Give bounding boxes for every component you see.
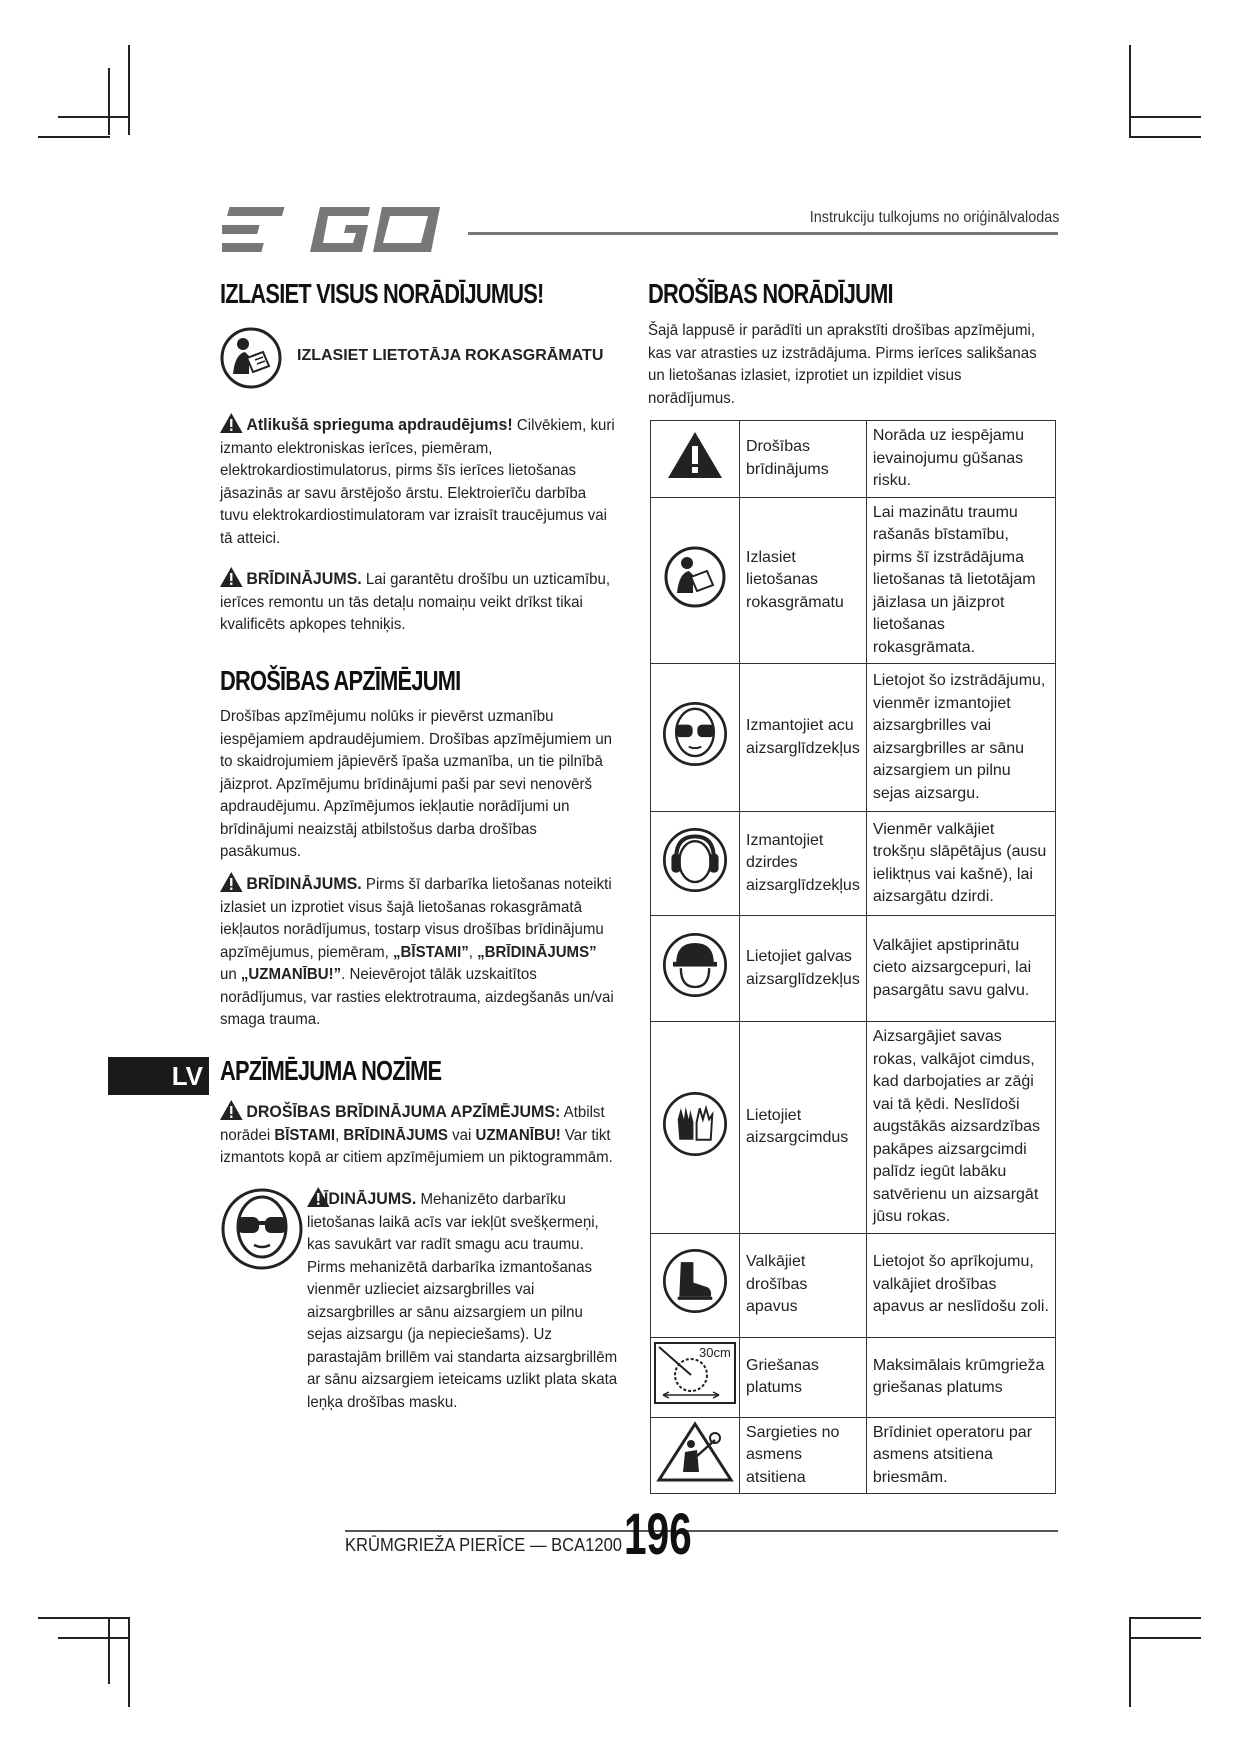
ear-protection-icon bbox=[662, 827, 728, 893]
warning-read-block: BRĪDINĀJUMS. Pirms šī darbarīka lietošanas noteikti izlasiet un izprotiet visus šajā lietošanas rokasgrāmatā iekļautos norādījumus, tostarp visus drošības brīdinājumu apzīmējumus, piemēram, „BĪSTAMI”, „BRĪDINĀJUMS” un „UZMANĪBU!”. Neievērojot tālāk uzskaitītos norādījumus, var rasties elektrotrauma, aizdegšanās un/vai smaga trauma. bbox=[220, 874, 614, 1028]
crop-mark bbox=[1129, 1617, 1131, 1707]
table-row bbox=[651, 497, 1056, 664]
symbol-cell bbox=[651, 421, 740, 498]
signal-word-warning: „BRĪDINĀJUMS” bbox=[477, 943, 597, 961]
heading-safety-instructions: DROŠĪBAS NORĀDĪJUMI bbox=[648, 278, 893, 309]
warning-triangle-icon bbox=[220, 1100, 243, 1120]
symbol-name: Lietojiet aizsargcimdus bbox=[740, 1022, 867, 1234]
read-manual-icon bbox=[219, 326, 283, 395]
and-text: un bbox=[220, 966, 237, 983]
symbol-description: Norāda uz iespējamu ievainojumu gūšanas risku. bbox=[866, 421, 1055, 498]
eye-protection-icon bbox=[662, 701, 728, 767]
crop-mark bbox=[58, 116, 130, 118]
symbol-description: Lietojot šo aprīkojumu, valkājiet drošības apavus ar neslīdošu zoli. bbox=[866, 1233, 1055, 1337]
table-row bbox=[651, 812, 1056, 916]
eye-warning-text: Mehanizēto darbarīku lietošanas laikā acīs var iekļūt svešķermeņi, kas savukārt var radīt smagu acu traumu. Pirms mehanizētā darbarīka izmantošanas vienmēr uzlieciet aizsargbrilles vai aizsargbrilles ar sānu aizsargiem un pilnu sejas aizsargu (ja nepieciešams). Uz parastajām brillēm vai standarta aizsargbrillēm ar sānu aizsargiem ieteicams uzlikt plata skata leņķa drošības masku. bbox=[307, 1191, 618, 1411]
warning-triangle-icon bbox=[220, 413, 243, 433]
crop-mark bbox=[38, 1617, 130, 1619]
signal-word-danger: „BĪSTAMI” bbox=[393, 943, 469, 961]
symbol-name: Lietojiet galvas aizsarglīdzekļus bbox=[740, 916, 867, 1022]
eye-warning-title: ĪDINĀJUMS. bbox=[323, 1189, 417, 1208]
signal-title: DROŠĪBAS BRĪDINĀJUMA APZĪMĒJUMS: bbox=[246, 1102, 561, 1121]
table-row bbox=[651, 1337, 1056, 1417]
signal-word-caution: „UZMANĪBU!” bbox=[240, 966, 342, 983]
symbol-description: Valkājiet apstiprinātu cieto aizsargcepuri, lai pasargātu savu galvu. bbox=[866, 916, 1055, 1022]
warning-triangle-icon bbox=[220, 872, 243, 892]
symbol-cell bbox=[651, 1233, 740, 1337]
header-divider bbox=[468, 232, 1058, 235]
warning-repair-text: Lai garantētu drošību un uzticamību, ierīces remontu un tās detaļu nomaiņu veikt drīkst tikai kvalificēts apkopes tehniķis. bbox=[220, 571, 611, 633]
warning-read-title: BRĪDINĀJUMS. bbox=[246, 874, 362, 893]
residual-voltage-text: Cilvēkiem, kuri izmanto elektroniskas ierīces, piemēram, elektrokardiostimulatorus, pirms šīs ierīces lietošanas jāsazinās ar savu ārstējošo ārstu. Elektroierīču darbība tuvu elektrokardiostimulatoram var izraisīt traucējumus vai tā atteici. bbox=[220, 417, 615, 547]
language-tab: LV bbox=[108, 1057, 209, 1095]
intro-paragraph bbox=[648, 320, 1058, 410]
safety-boots-icon bbox=[662, 1248, 728, 1314]
table-row bbox=[651, 1233, 1056, 1337]
symbol-description: Maksimālais krūmgrieža griešanas platums bbox=[866, 1337, 1055, 1417]
crop-mark bbox=[1129, 116, 1201, 118]
crop-mark bbox=[1129, 136, 1201, 138]
crop-mark bbox=[1129, 1617, 1201, 1619]
signal-warning: BRĪDINĀJUMS bbox=[343, 1126, 448, 1144]
page-number: 196 bbox=[624, 1502, 692, 1567]
symbol-name: Sargieties no asmens atsitiena bbox=[740, 1417, 867, 1494]
read-manual-label: IZLASIET LIETOTĀJA ROKASGRĀMATU bbox=[297, 347, 604, 364]
warning-read-text-c: Neievērojot tālāk uzskaitītos norādījumus, var rasties elektrotrauma, aizdegšanās un/vai smaga trauma. bbox=[220, 966, 614, 1028]
crop-mark bbox=[38, 136, 110, 138]
safety-symbols-table bbox=[650, 420, 1056, 1494]
symbol-cell bbox=[651, 1022, 740, 1234]
symbol-name: Izmantojiet acu aizsarglīdzekļus bbox=[740, 664, 867, 812]
warning-triangle-icon bbox=[220, 567, 243, 587]
symbol-cell bbox=[651, 1337, 740, 1417]
kickback-icon bbox=[653, 1420, 737, 1484]
cutting-width-icon bbox=[653, 1341, 737, 1405]
cutting-width-label: 30cm bbox=[699, 1345, 731, 1361]
table-row bbox=[651, 664, 1056, 812]
table-row bbox=[651, 916, 1056, 1022]
signal-word-block: DROŠĪBAS BRĪDINĀJUMA APZĪMĒJUMS: Atbilst norādei BĪSTAMI, BRĪDINĀJUMS vai UZMANĪBU! Var tikt izmantots kopā ar citiem apzīmējumiem un piktogrammām. bbox=[220, 1102, 613, 1166]
footer-divider bbox=[345, 1530, 1058, 1532]
symbol-name: Izlasiet lietošanas rokasgrāmatu bbox=[740, 497, 867, 664]
crop-mark bbox=[1129, 1637, 1201, 1639]
warning-read-text-a: Pirms šī darbarīka lietošanas noteikti izlasiet un izprotiet visus šajā lietošanas rokasgrāmatā iekļautos norādījumus, tostarp visus drošības brīdinājumu apzīmējumus, piemēram, bbox=[220, 876, 612, 961]
signal-text-a: Atbilst norādei bbox=[220, 1104, 605, 1144]
read-manual-icon bbox=[663, 545, 727, 609]
gloves-icon bbox=[662, 1091, 728, 1157]
symbol-description: Lai mazinātu traumu rašanās bīstamību, pirms šī izstrādājuma lietošanas tā lietotājam jāizlasa un jāizprot lietošanas rokasgrāmata. bbox=[866, 497, 1055, 664]
heading-safety-symbols: DROŠĪBAS APZĪMĒJUMI bbox=[220, 665, 461, 696]
symbol-cell bbox=[651, 1417, 740, 1494]
symbol-cell bbox=[651, 664, 740, 812]
footer-product: KRŪMGRIEŽA PIERĪCE — BCA1200 bbox=[345, 1535, 623, 1555]
symbol-description: Lietojot šo izstrādājumu, vienmēr izmantojiet aizsargbrilles vai aizsargbrilles ar sānu aizsargiem un pilnu sejas aizsargu. bbox=[866, 664, 1055, 812]
translation-note: Instrukciju tulkojums no oriģinālvalodas bbox=[809, 209, 1059, 226]
table-row bbox=[651, 1417, 1056, 1494]
warning-triangle-icon bbox=[666, 430, 724, 480]
eye-protection-icon bbox=[220, 1187, 304, 1276]
signal-text-b: Var tikt izmantots kopā ar citiem apzīmējumiem un piktogrammām. bbox=[220, 1126, 613, 1166]
safety-symbols-paragraph bbox=[220, 706, 620, 864]
head-protection-icon bbox=[662, 932, 728, 998]
symbol-cell bbox=[651, 916, 740, 1022]
crop-mark bbox=[128, 1617, 130, 1707]
crop-mark bbox=[108, 1617, 110, 1684]
symbol-name: Griešanas platums bbox=[740, 1337, 867, 1417]
signal-caution: UZMANĪBU! bbox=[475, 1126, 561, 1144]
eye-warning-block bbox=[307, 1187, 627, 1414]
table-row bbox=[651, 1022, 1056, 1234]
signal-danger: BĪSTAMI bbox=[274, 1126, 336, 1144]
symbol-name: Izmantojiet dzirdes aizsarglīdzekļus bbox=[740, 812, 867, 916]
warning-repair-title: BRĪDINĀJUMS. bbox=[246, 569, 362, 588]
symbol-cell bbox=[651, 812, 740, 916]
heading-read-all: IZLASIET VISUS NORĀDĪJUMUS! bbox=[220, 278, 544, 309]
table-row bbox=[651, 421, 1056, 498]
or-text: vai bbox=[452, 1126, 472, 1144]
safety-symbols-text: Drošības apzīmējumu nolūks ir pievērst uzmanību iespējamiem apdraudējumiem. Drošības apzīmējumiem un to skaidrojumiem jāpievērš īpaša uzmanība, un tie pilnībā jāizprot. Apzīmējumu brīdinājumi paši par sevi nenovērš apdraudējumu. Apzīmējumos iekļautie norādījumi un brīdinājumi neaizstāj atbilstošus darba drošības pasākumus. bbox=[220, 708, 613, 860]
symbol-name: Drošības brīdinājums bbox=[740, 421, 867, 498]
symbol-description: Aizsargājiet savas rokas, valkājot cimdus, kad darbojaties ar zāģi vai tā ķēdi. Neslīdoši augstākās aizsardzības pakāpes aizsargcimdi palīdz iegūt labāku satvērienu un aizsargāt jūsu rokas. bbox=[866, 1022, 1055, 1234]
symbol-cell bbox=[651, 497, 740, 664]
crop-mark bbox=[1129, 45, 1131, 137]
residual-voltage-title: Atlikušā sprieguma apdraudējums! bbox=[246, 415, 513, 434]
warning-repair-block bbox=[220, 567, 620, 637]
residual-voltage-block bbox=[220, 413, 620, 550]
ego-logo bbox=[222, 205, 442, 260]
crop-mark bbox=[128, 45, 130, 135]
intro-text: Šajā lappusē ir parādīti un aprakstīti drošības apzīmējumi, kas var atrasties uz izstrādājuma. Pirms ierīces salikšanas un lietošanas izlasiet, izprotiet un izpildiet visus norādījumus. bbox=[648, 322, 1037, 407]
crop-mark bbox=[58, 1637, 130, 1639]
symbol-description: Brīdiniet operatoru par asmens atsitiena briesmām. bbox=[866, 1417, 1055, 1494]
heading-symbol-meaning: APZĪMĒJUMA NOZĪME bbox=[220, 1055, 442, 1086]
crop-mark bbox=[108, 68, 110, 135]
symbol-name: Valkājiet drošības apavus bbox=[740, 1233, 867, 1337]
symbol-description: Vienmēr valkājiet trokšņu slāpētājus (ausu ieliktņus vai kašnē), lai aizsargātu dzirdi. bbox=[866, 812, 1055, 916]
